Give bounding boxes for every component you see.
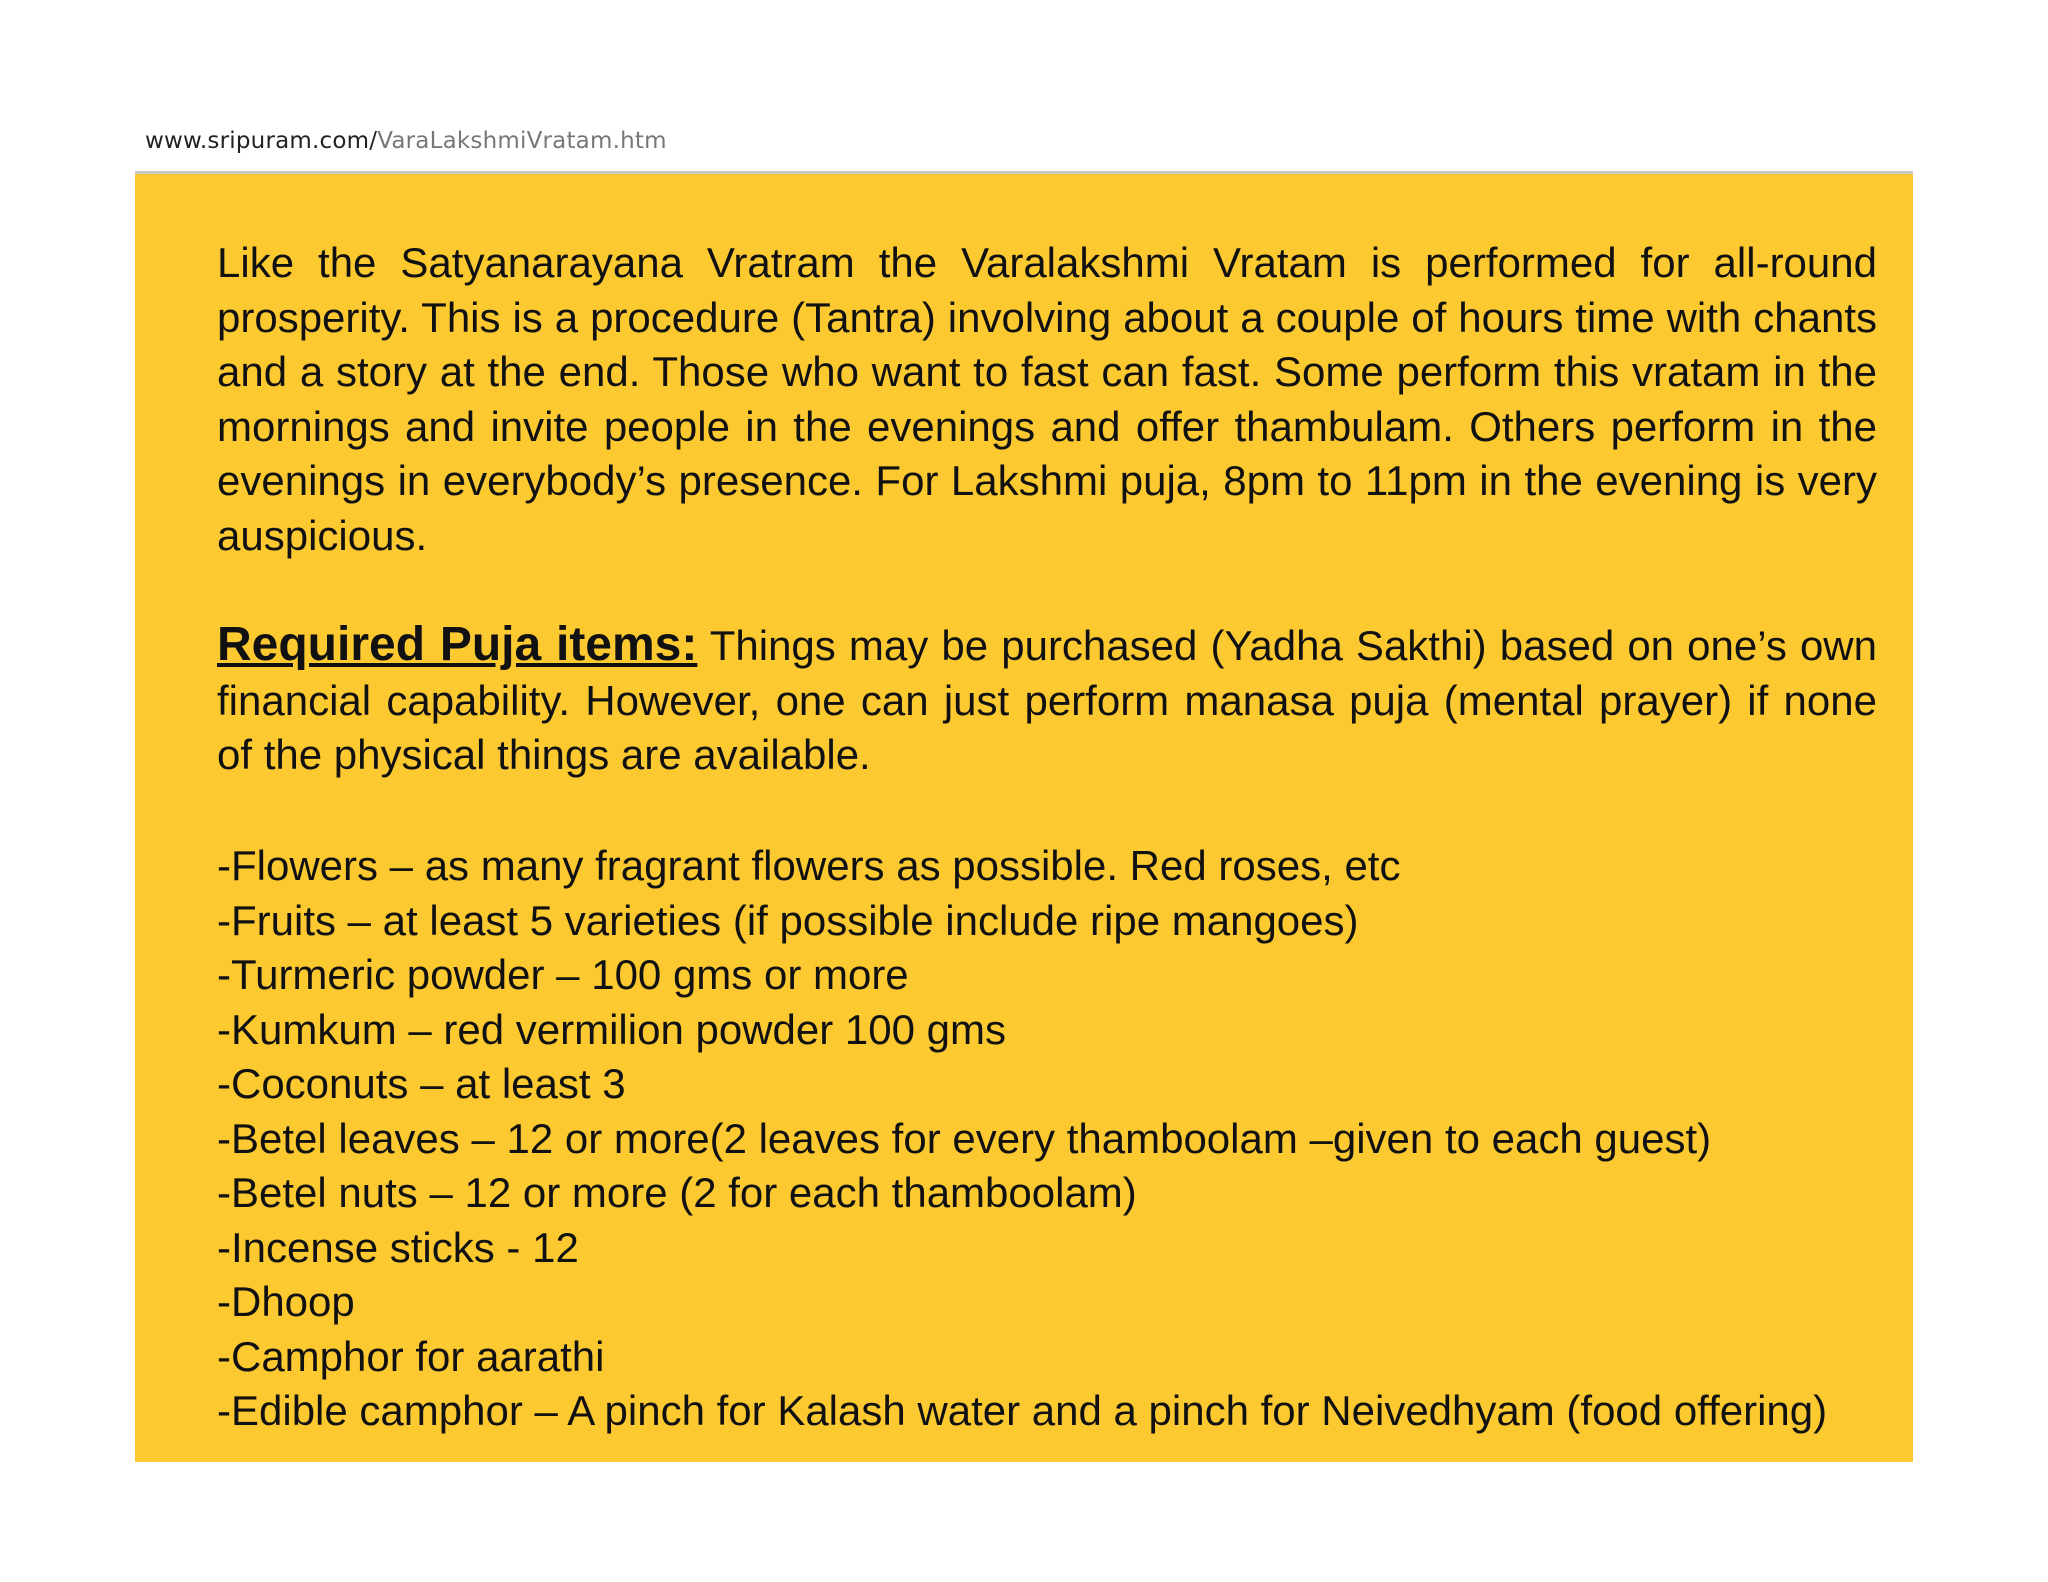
list-item: -Edible camphor – A pinch for Kalash water and a pinch for Neivedhyam (food offering) — [217, 1387, 1828, 1434]
list-item: -Camphor for aarathi — [217, 1332, 605, 1380]
list-item: -Incense sticks - 12 — [217, 1223, 579, 1271]
list-item: -Turmeric powder – 100 gms or more — [217, 951, 909, 998]
required-items-paragraph — [217, 618, 1877, 783]
list-item: -Flowers – as many fragrant flowers as possible. Red roses, etc — [217, 842, 1401, 889]
list-item: -Betel leaves – 12 or more(2 leaves for every thamboolam –given to each guest) — [217, 1114, 1712, 1162]
url-address[interactable] — [145, 128, 667, 154]
list-item: -Dhoop — [217, 1278, 355, 1325]
url-path: VaraLakshmiVratam.htm — [377, 128, 667, 154]
required-items-description: Things may be purchased (Yadha Sakthi) based on one’s own financial capability. However, one can just perform manasa puja (mental prayer) if none of the physical things are available. — [217, 622, 1877, 778]
list-item: -Coconuts – at least 3 — [217, 1060, 626, 1107]
cut-off-text-line — [217, 174, 1877, 180]
required-items-heading: Required Puja items: — [217, 618, 698, 671]
puja-items-list — [217, 839, 1877, 1439]
list-item: -Betel nuts – 12 or more (2 for each thamboolam) — [217, 1169, 1137, 1216]
url-domain: www.sripuram.com/ — [145, 128, 378, 154]
list-item: -Fruits – at least 5 varieties (if possible include ripe mangoes) — [217, 896, 1359, 944]
intro-paragraph: Like the Satyanarayana Vratram the Varalakshmi Vratam is performed for all-round prosperity. This is a procedure (Tantra) involving about a couple of hours time with chants and a story at the end. Those who want to fast can fast. Some perform this vratam in the mornings and invite people in the evenings and offer thambulam. Others perform in the evenings in everybody’s presence. For Lakshmi puja, 8pm to 11pm in the evening is very auspicious. — [217, 239, 1877, 559]
document-panel — [135, 174, 1913, 1462]
list-item: -Kumkum – red vermilion powder 100 gms — [217, 1005, 1006, 1053]
